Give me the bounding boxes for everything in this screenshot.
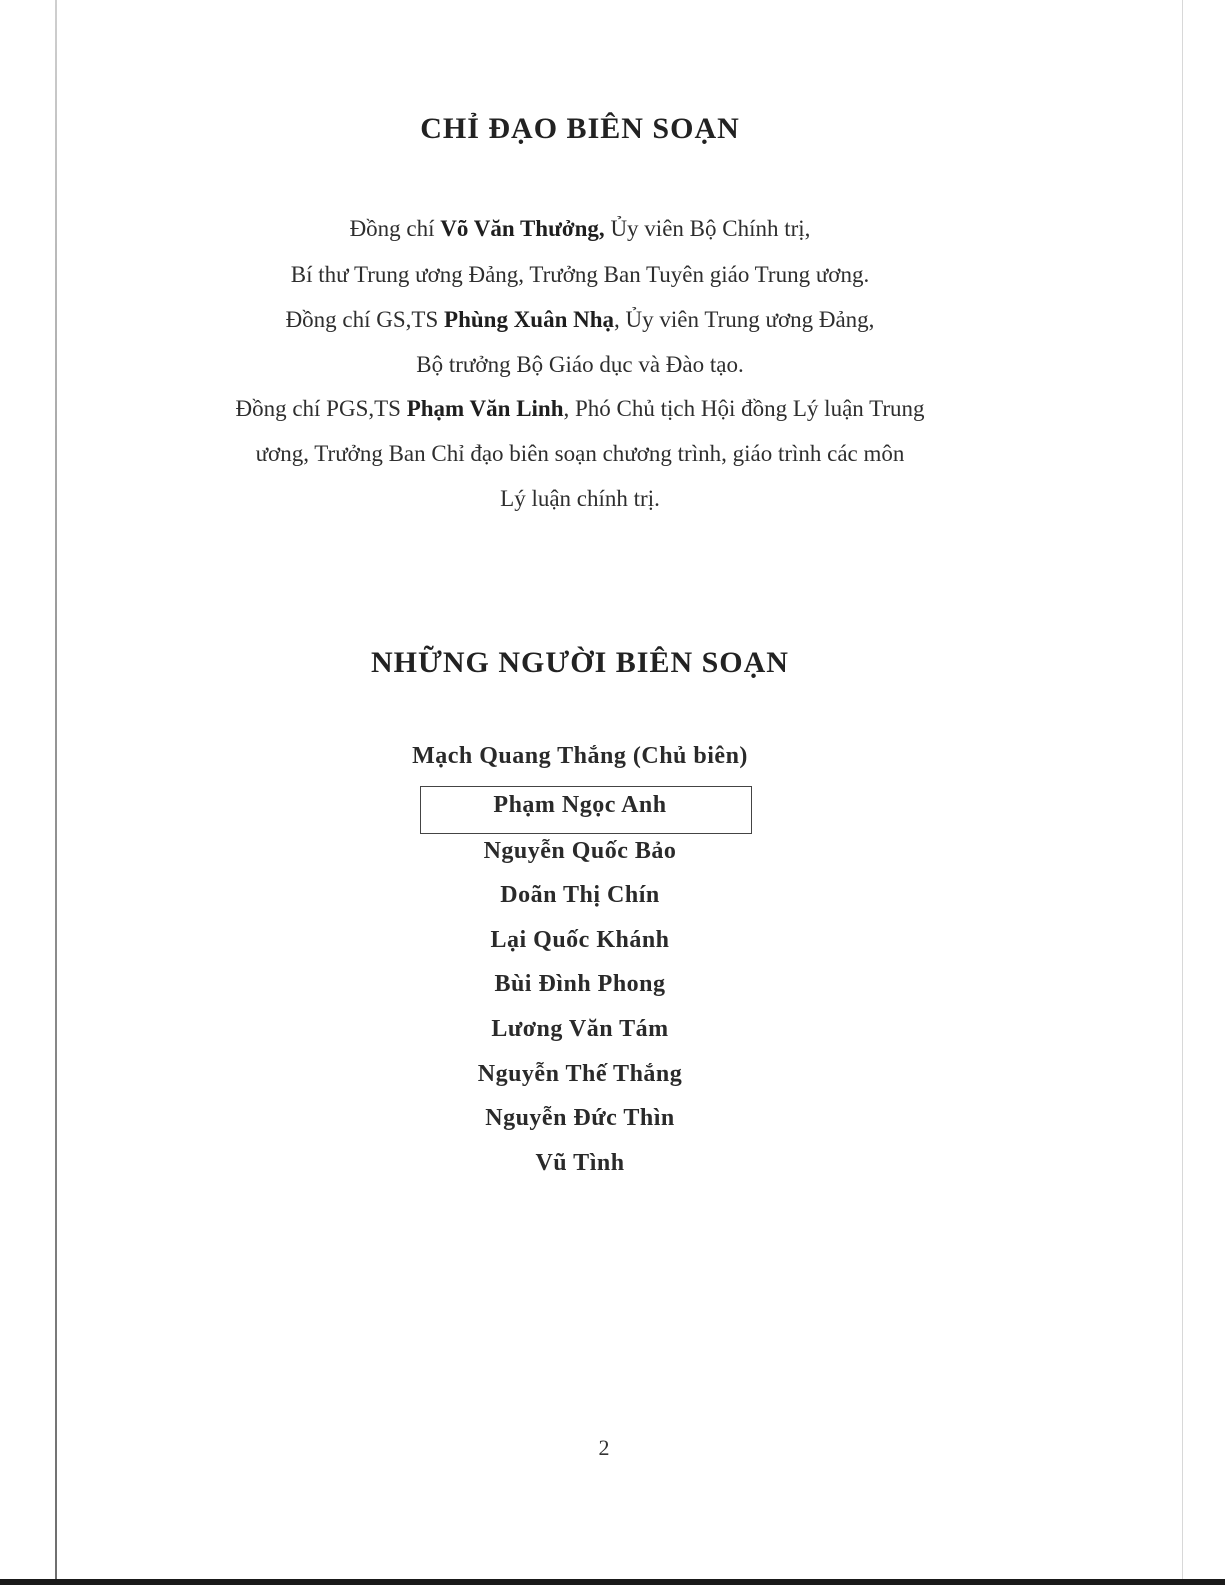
author-name: Nguyễn Quốc Bảo [483, 838, 677, 864]
author-name: Doãn Thị Chín [500, 882, 660, 908]
scan-right-edge [1182, 0, 1183, 1585]
author-name: Phạm Ngọc Anh [493, 792, 667, 818]
page-number: 2 [598, 1435, 610, 1460]
direction-line-1: Đồng chí Võ Văn Thưởng, Ủy viên Bộ Chính trị, [349, 216, 811, 241]
author-name: Lại Quốc Khánh [490, 927, 670, 953]
direction-section-title: CHỈ ĐẠO BIÊN SOẠN [420, 112, 740, 145]
direction-line-2: Bí thư Trung ương Đảng, Trưởng Ban Tuyên giáo Trung ương. [290, 262, 870, 287]
direction-line-4: Bộ trưởng Bộ Giáo dục và Đào tạo. [416, 352, 744, 377]
direction-line-5: Đồng chí PGS,TS Phạm Văn Linh, Phó Chủ tịch Hội đồng Lý luận Trung [235, 396, 925, 421]
direction-line-6: ương, Trưởng Ban Chỉ đạo biên soạn chương trình, giáo trình các môn [255, 441, 905, 466]
direction-line-7: Lý luận chính trị. [500, 486, 660, 511]
scan-bottom-edge [0, 1579, 1225, 1585]
direction-line-3: Đồng chí GS,TS Phùng Xuân Nhạ, Ủy viên Trung ương Đảng, [285, 307, 875, 332]
authors-section-title: NHỮNG NGƯỜI BIÊN SOẠN [371, 646, 789, 679]
author-name: Nguyễn Thế Thắng [477, 1061, 683, 1087]
author-name: Nguyễn Đức Thìn [485, 1105, 675, 1131]
author-name: Lương Văn Tám [491, 1016, 669, 1042]
author-name: Bùi Đình Phong [494, 971, 666, 997]
chief-editor: Mạch Quang Thắng (Chủ biên) [412, 743, 748, 769]
author-name: Vũ Tình [535, 1150, 625, 1176]
